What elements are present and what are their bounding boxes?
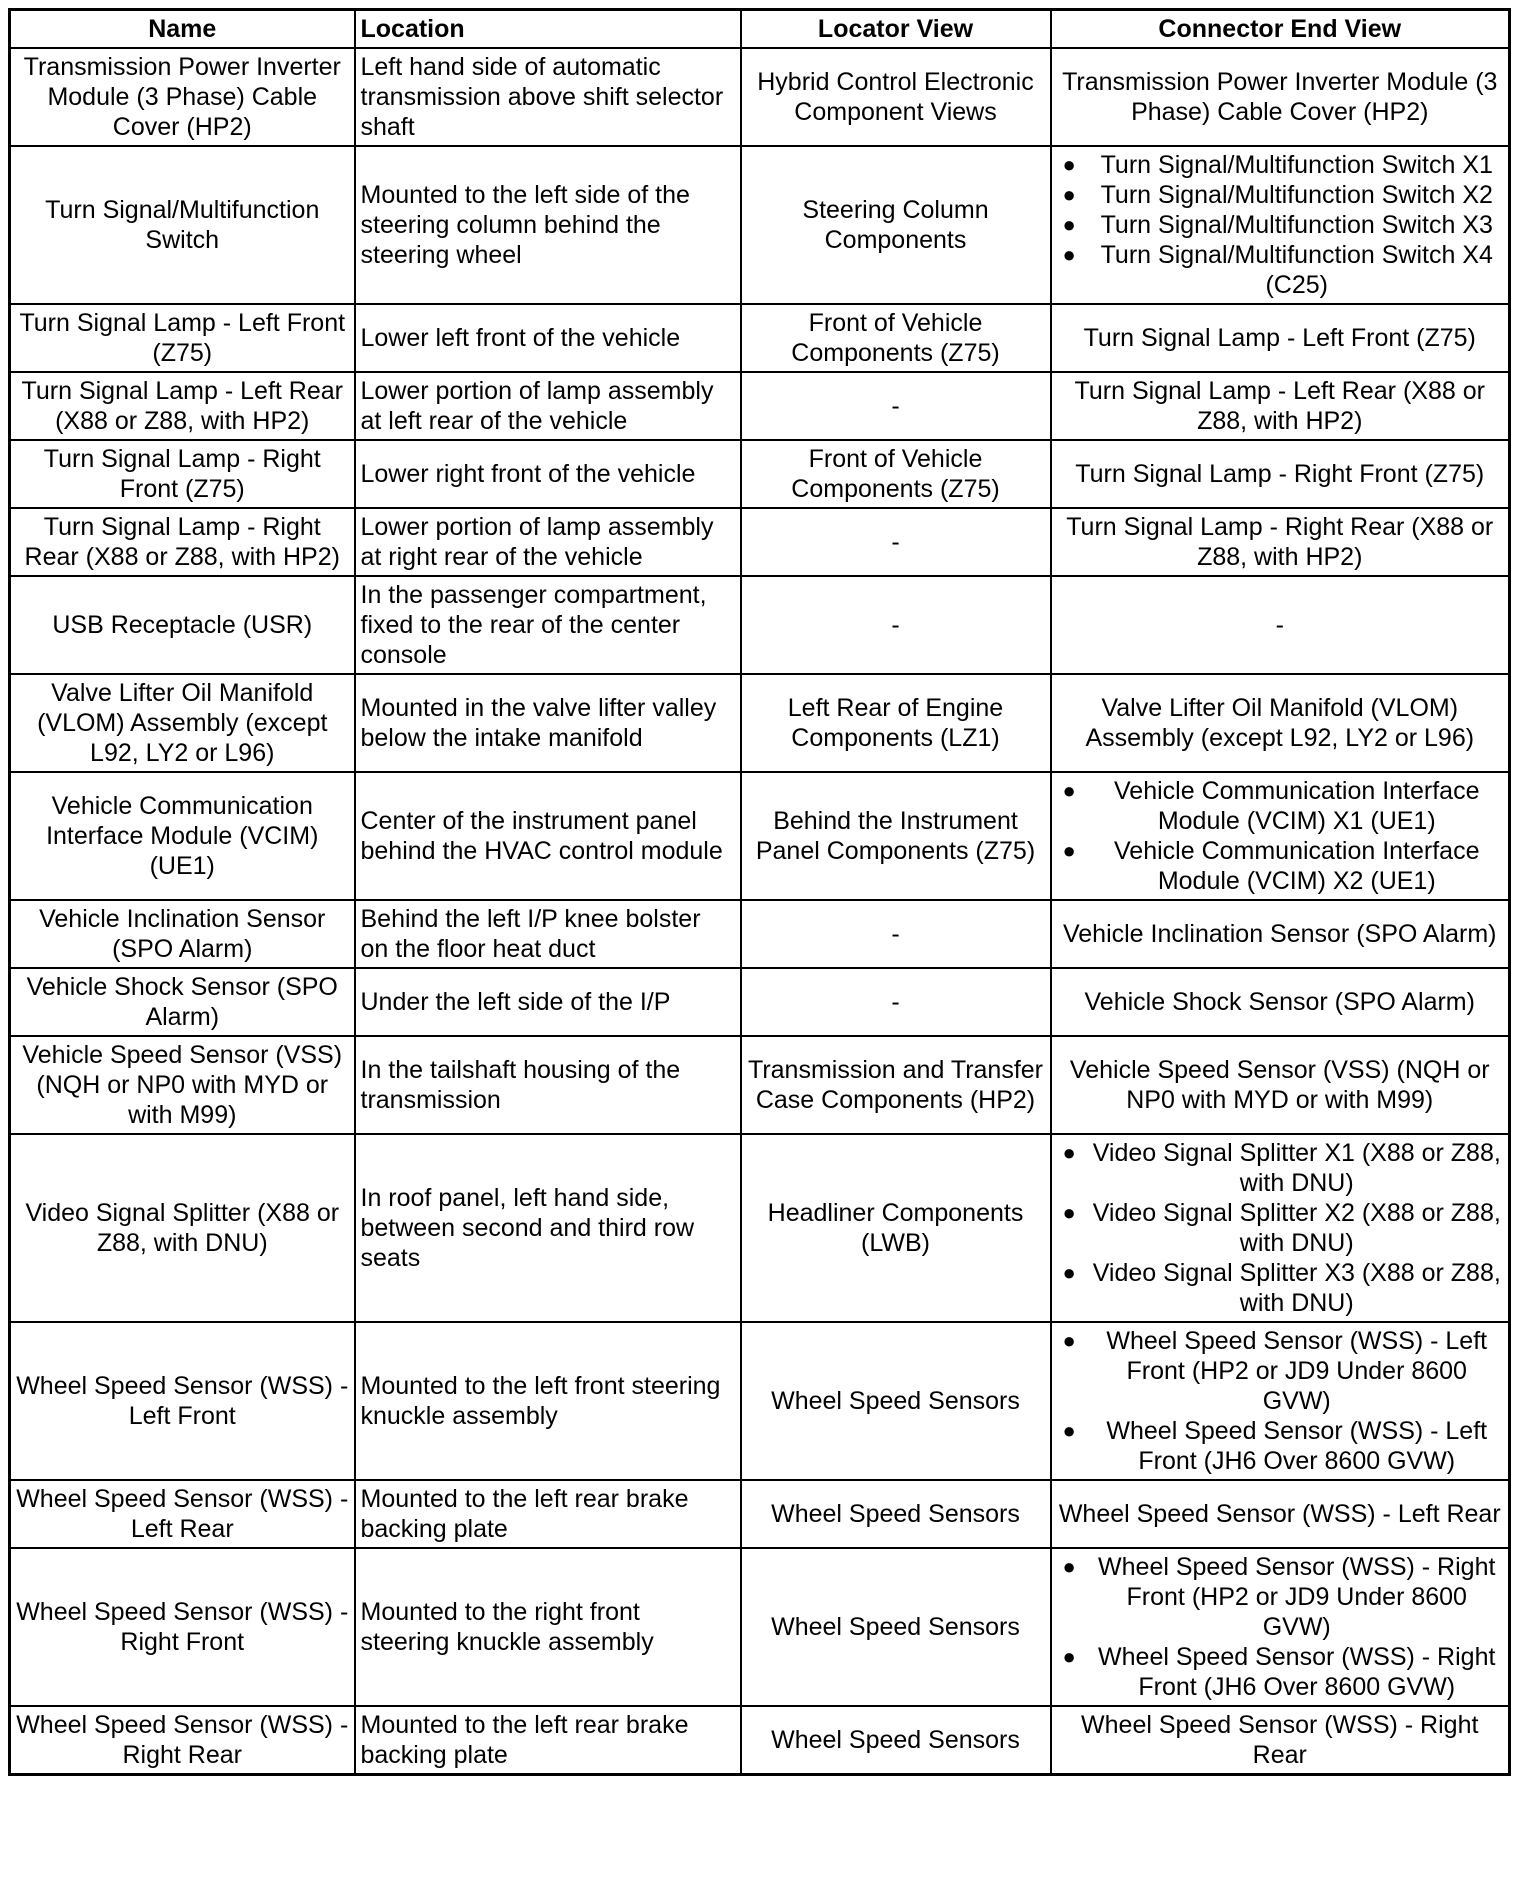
cell-locator-view: Front of Vehicle Components (Z75) — [741, 440, 1051, 508]
table-row — [10, 508, 1510, 576]
cell-locator-view: Front of Vehicle Components (Z75) — [741, 304, 1051, 372]
cell-name: Turn Signal Lamp - Right Front (Z75) — [10, 440, 355, 508]
table-row — [10, 48, 1510, 146]
connector-label: Video Signal Splitter X1 (X88 or Z88, with DNU) — [1092, 1139, 1501, 1197]
cell-locator-view: - — [741, 900, 1051, 968]
connector-label: Wheel Speed Sensor (WSS) - Left Front (HP2 or JD9 Under 8600 GVW) — [1106, 1327, 1488, 1415]
cell-connector-end-view: Turn Signal Lamp - Left Front (Z75) — [1051, 304, 1510, 372]
cell-location: Lower right front of the vehicle — [355, 440, 741, 508]
cell-location: Lower portion of lamp assembly at right rear of the vehicle — [355, 508, 741, 576]
header-name: Name — [10, 10, 355, 49]
connector-label: Vehicle Communication Interface Module (VCIM) X1 (UE1) — [1114, 777, 1480, 835]
table-row — [10, 440, 1510, 508]
table-body — [10, 48, 1510, 1775]
cell-locator-view: Steering Column Components — [741, 146, 1051, 304]
cell-connector-end-view: Vehicle Inclination Sensor (SPO Alarm) — [1051, 900, 1510, 968]
cell-name: Vehicle Speed Sensor (VSS) (NQH or NP0 with MYD or with M99) — [10, 1036, 355, 1134]
cell-locator-view: Transmission and Transfer Case Components (HP2) — [741, 1036, 1051, 1134]
bullet-icon: ● — [1062, 1140, 1076, 1165]
cell-connector-end-view: Wheel Speed Sensor (WSS) - Left Rear — [1051, 1480, 1510, 1548]
cell-location: Mounted to the left rear brake backing plate — [355, 1480, 741, 1548]
cell-location: Mounted to the left rear brake backing plate — [355, 1706, 741, 1775]
cell-location: Mounted to the right front steering knuckle assembly — [355, 1548, 741, 1706]
cell-locator-view: Wheel Speed Sensors — [741, 1706, 1051, 1775]
connector-list-item — [1057, 180, 1504, 210]
cell-connector-end-view — [1051, 1322, 1510, 1480]
connector-list — [1057, 150, 1504, 300]
table-row — [10, 1134, 1510, 1322]
cell-name: Turn Signal Lamp - Right Rear (X88 or Z88, with HP2) — [10, 508, 355, 576]
table-row — [10, 900, 1510, 968]
connector-list-item — [1057, 240, 1504, 300]
table-row — [10, 1706, 1510, 1775]
cell-connector-end-view: Turn Signal Lamp - Right Front (Z75) — [1051, 440, 1510, 508]
cell-locator-view: - — [741, 968, 1051, 1036]
table-row — [10, 1322, 1510, 1480]
table-row — [10, 304, 1510, 372]
table-row — [10, 1480, 1510, 1548]
table-row — [10, 968, 1510, 1036]
bullet-icon: ● — [1062, 1260, 1076, 1285]
bullet-icon: ● — [1062, 152, 1076, 177]
table-row — [10, 772, 1510, 900]
bullet-icon: ● — [1062, 1328, 1076, 1353]
cell-connector-end-view — [1051, 1548, 1510, 1706]
table-row — [10, 674, 1510, 772]
cell-name: Video Signal Splitter (X88 or Z88, with DNU) — [10, 1134, 355, 1322]
cell-name: Turn Signal Lamp - Left Rear (X88 or Z88, with HP2) — [10, 372, 355, 440]
connector-list — [1057, 776, 1504, 896]
cell-name: Valve Lifter Oil Manifold (VLOM) Assembly (except L92, LY2 or L96) — [10, 674, 355, 772]
header-location: Location — [355, 10, 741, 49]
cell-name: Vehicle Communication Interface Module (VCIM) (UE1) — [10, 772, 355, 900]
cell-locator-view: Behind the Instrument Panel Components (Z75) — [741, 772, 1051, 900]
cell-locator-view: Wheel Speed Sensors — [741, 1480, 1051, 1548]
cell-locator-view: Wheel Speed Sensors — [741, 1322, 1051, 1480]
connector-list-item — [1057, 1326, 1504, 1416]
connector-label: Turn Signal/Multifunction Switch X1 — [1100, 151, 1493, 179]
bullet-icon: ● — [1062, 1554, 1076, 1579]
cell-location: Behind the left I/P knee bolster on the floor heat duct — [355, 900, 741, 968]
cell-connector-end-view — [1051, 1134, 1510, 1322]
cell-name: Turn Signal Lamp - Left Front (Z75) — [10, 304, 355, 372]
connector-list — [1057, 1326, 1504, 1476]
connector-list — [1057, 1138, 1504, 1318]
bullet-icon: ● — [1062, 182, 1076, 207]
connector-list-item — [1057, 150, 1504, 180]
header-locator-view: Locator View — [741, 10, 1051, 49]
bullet-icon: ● — [1062, 1200, 1076, 1225]
cell-connector-end-view: Transmission Power Inverter Module (3 Phase) Cable Cover (HP2) — [1051, 48, 1510, 146]
bullet-icon: ● — [1062, 1644, 1076, 1669]
cell-name: Vehicle Shock Sensor (SPO Alarm) — [10, 968, 355, 1036]
header-connector-end-view: Connector End View — [1051, 10, 1510, 49]
cell-location: Left hand side of automatic transmission above shift selector shaft — [355, 48, 741, 146]
cell-locator-view: Hybrid Control Electronic Component Views — [741, 48, 1051, 146]
cell-name: Turn Signal/Multifunction Switch — [10, 146, 355, 304]
cell-locator-view: Left Rear of Engine Components (LZ1) — [741, 674, 1051, 772]
cell-locator-view: - — [741, 508, 1051, 576]
connector-list-item — [1057, 1642, 1504, 1702]
connector-list-item — [1057, 1138, 1504, 1198]
connector-label: Vehicle Communication Interface Module (VCIM) X2 (UE1) — [1114, 837, 1480, 895]
connector-label: Video Signal Splitter X3 (X88 or Z88, with DNU) — [1092, 1259, 1501, 1317]
cell-location: In roof panel, left hand side, between second and third row seats — [355, 1134, 741, 1322]
cell-locator-view: Wheel Speed Sensors — [741, 1548, 1051, 1706]
cell-name: Vehicle Inclination Sensor (SPO Alarm) — [10, 900, 355, 968]
cell-connector-end-view: Valve Lifter Oil Manifold (VLOM) Assembly (except L92, LY2 or L96) — [1051, 674, 1510, 772]
cell-locator-view: - — [741, 372, 1051, 440]
connector-list-item — [1057, 836, 1504, 896]
bullet-icon: ● — [1062, 838, 1076, 863]
connector-list-item — [1057, 1416, 1504, 1476]
cell-connector-end-view — [1051, 146, 1510, 304]
connector-list-item — [1057, 1258, 1504, 1318]
component-locator-table — [8, 8, 1511, 1776]
connector-list-item — [1057, 1198, 1504, 1258]
table-row — [10, 372, 1510, 440]
table-row — [10, 1548, 1510, 1706]
cell-location: Lower left front of the vehicle — [355, 304, 741, 372]
cell-location: Center of the instrument panel behind the HVAC control module — [355, 772, 741, 900]
connector-label: Turn Signal/Multifunction Switch X3 — [1100, 211, 1493, 239]
cell-location: Lower portion of lamp assembly at left rear of the vehicle — [355, 372, 741, 440]
cell-connector-end-view: Wheel Speed Sensor (WSS) - Right Rear — [1051, 1706, 1510, 1775]
cell-name: USB Receptacle (USR) — [10, 576, 355, 674]
header-row — [10, 10, 1510, 49]
connector-list-item — [1057, 1552, 1504, 1642]
cell-location: In the passenger compartment, fixed to the rear of the center console — [355, 576, 741, 674]
cell-connector-end-view: Vehicle Shock Sensor (SPO Alarm) — [1051, 968, 1510, 1036]
bullet-icon: ● — [1062, 242, 1076, 267]
table-row — [10, 146, 1510, 304]
bullet-icon: ● — [1062, 212, 1076, 237]
connector-label: Wheel Speed Sensor (WSS) - Right Front (JH6 Over 8600 GVW) — [1098, 1643, 1496, 1701]
table-row — [10, 576, 1510, 674]
cell-location: Under the left side of the I/P — [355, 968, 741, 1036]
cell-location: In the tailshaft housing of the transmission — [355, 1036, 741, 1134]
cell-connector-end-view: - — [1051, 576, 1510, 674]
cell-name: Wheel Speed Sensor (WSS) - Right Rear — [10, 1706, 355, 1775]
connector-list-item — [1057, 776, 1504, 836]
connector-list — [1057, 1552, 1504, 1702]
cell-connector-end-view: Turn Signal Lamp - Right Rear (X88 or Z88, with HP2) — [1051, 508, 1510, 576]
bullet-icon: ● — [1062, 1418, 1076, 1443]
connector-list-item — [1057, 210, 1504, 240]
connector-label: Video Signal Splitter X2 (X88 or Z88, with DNU) — [1092, 1199, 1501, 1257]
cell-connector-end-view — [1051, 772, 1510, 900]
cell-name: Wheel Speed Sensor (WSS) - Left Front — [10, 1322, 355, 1480]
table-row — [10, 1036, 1510, 1134]
bullet-icon: ● — [1062, 778, 1076, 803]
cell-connector-end-view: Turn Signal Lamp - Left Rear (X88 or Z88, with HP2) — [1051, 372, 1510, 440]
cell-location: Mounted to the left front steering knuckle assembly — [355, 1322, 741, 1480]
connector-label: Turn Signal/Multifunction Switch X4 (C25) — [1100, 241, 1493, 299]
cell-connector-end-view: Vehicle Speed Sensor (VSS) (NQH or NP0 with MYD or with M99) — [1051, 1036, 1510, 1134]
cell-locator-view: - — [741, 576, 1051, 674]
connector-label: Turn Signal/Multifunction Switch X2 — [1100, 181, 1493, 209]
cell-location: Mounted in the valve lifter valley below the intake manifold — [355, 674, 741, 772]
cell-locator-view: Headliner Components (LWB) — [741, 1134, 1051, 1322]
cell-name: Wheel Speed Sensor (WSS) - Right Front — [10, 1548, 355, 1706]
connector-label: Wheel Speed Sensor (WSS) - Left Front (JH6 Over 8600 GVW) — [1106, 1417, 1488, 1475]
cell-name: Wheel Speed Sensor (WSS) - Left Rear — [10, 1480, 355, 1548]
cell-name: Transmission Power Inverter Module (3 Phase) Cable Cover (HP2) — [10, 48, 355, 146]
connector-label: Wheel Speed Sensor (WSS) - Right Front (HP2 or JD9 Under 8600 GVW) — [1098, 1553, 1496, 1641]
cell-location: Mounted to the left side of the steering column behind the steering wheel — [355, 146, 741, 304]
